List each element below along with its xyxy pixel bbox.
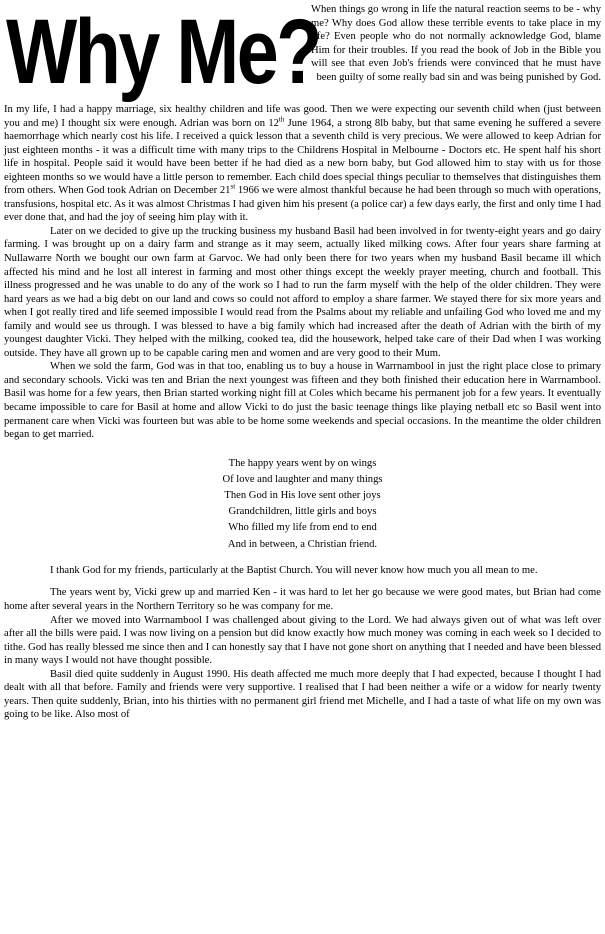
- poem-line: Of love and laughter and many things: [222, 473, 383, 485]
- paragraph-farming: Later on we decided to give up the trucking business my husband Basil had been involved in for twenty-eight years and go dairy farming. I was brought up on a dairy farm and strange as it may seem, actually liked milking cows. After four years share farming at Nullawarre North we bought our own farm at Garvoc. We had only been there for two years when my husband Basil became ill which affected his mind and he lost all interest in farming and most other things except the weekly prayer meeting, church and football. This illness progressed and he was unable to do any of the work so I had to run the farm myself with the help of the older children. They were hard years as we had a big debt on our land and cows so could not afford to employ a share farmer. We stayed there for six more years and when I got really tired and life seemed impossible I would read from the Psalms about my reliable and unfailing God who loved me and my family and would see us through. I was blessed to have a big family which had increased after the death of Adrian with the birth of my youngest daughter Vicki. They helped with the milking, cooked tea, did the housework, helped take care of their Dad when I was working outside. They have all grown up to be capable caring men and women and are very good to their Mum.: [4, 225, 601, 359]
- poem-line: The happy years went by on wings: [228, 457, 377, 469]
- paragraph-warrnambool: When we sold the farm, God was in that too, enabling us to buy a house in Warrnambool in just the right place close to primary and secondary schools. Vicki was ten and Brian the next youngest was fifteen and they both finished their education here in Warrnambool. Basil was home for a few years, then Brian started working night fill at Coles which became his permanent job for a few years. It eventually became impossible to care for Basil at home and allow Vicki to do just the basic teenage things like playing netball etc so Basil went into permanent care when Vicki was fourteen but was able to be home some weekends and special occasions. In the meantime the older children began to get married.: [4, 361, 601, 441]
- paragraph-text: 1966 we were almost thankful because he had been through so much with operations, transfusions, hospital etc. As it was almost Christmas I had given him his present (a police car) a few days early, the first and only time I had ever done that, and had the joy of seeing him play with it.: [4, 185, 602, 224]
- paragraph-basil: Basil died quite suddenly in August 1990. His death affected me much more deeply that I had expected, because I thought I had dealt with all that before. Family and friends were very supportive. I realised that I had been neither a wife or a widow for nearly twenty years. Then quite suddenly, Brian, into his thirties with no permanent girl friend met Michelle, and I had a taste of what life on my own was going to be like. Also most of: [4, 668, 601, 721]
- article-body: [4, 103, 601, 722]
- paragraph-vicki: The years went by, Vicki grew up and married Ken - it was hard to let her go because we were good mates, but Brian had come home after several years in the Northern Territory so he was company for me.: [4, 587, 601, 612]
- paragraph-marriage: [4, 103, 601, 225]
- ordinal-suffix: st: [230, 182, 236, 191]
- poem-line: Then God in His love sent other joys: [224, 490, 381, 502]
- poem-line: And in between, a Christian friend.: [227, 538, 378, 550]
- paragraph-text: In my life, I had a happy marriage, six healthy children and life was good. Then we were expecting our seventh child when (just between you and me) I thought six were enough. Adrian was born on 12: [4, 104, 601, 129]
- intro-paragraph: When things go wrong in life the natural reaction seems to be - why me? Why does God allow these terrible events to take place in my life? Even people who do not normally acknowledge God, blame Him for their troubles. If you read the book of Job in the Bible you will see that even Job's friends were convinced that he must have been guilty of some really bad sin and was being punished by God.: [311, 4, 601, 83]
- poem-line: Grandchildren, little girls and boys: [228, 506, 377, 518]
- ordinal-suffix: th: [278, 115, 285, 124]
- page-title: Why Me?: [6, 1, 320, 103]
- poem: [4, 456, 601, 553]
- paragraph-friends: I thank God for my friends, particularly at the Baptist Church. You will never know how much you all mean to me.: [50, 564, 538, 576]
- poem-line: Who filled my life from end to end: [228, 522, 377, 534]
- paragraph-tithe: After we moved into Warrnambool I was challenged about giving to the Lord. We had always given out of what was left over after all the bills were paid. I was now living on a pension but did know exactly how much money was coming in each week so I decided to tithe. God has really blessed me since then and I can honestly say that I have not gone short on anything that I needed and have been blessed in many ways I would not have thought possible.: [4, 614, 601, 667]
- paragraph-text: June 1964, a strong 8lb baby, but that same evening he suffered a severe haemorrhage which nearly cost his life. I received a quick lesson that a seventh child is very precious. We were allowed to keep Adrian for just eighteen months - it was a difficult time with many trips to the Childrens Hospital in Melbourne - Doctors etc. He spent half his short life in hospital. People said it would have been better if he had died as a new born baby, but God allowed him to stay with us for those eighteen months so we would have a little person to remember. Each child does special things peculiar to themselves that distinguishes them from others. When God took Adrian on December 21: [4, 117, 602, 197]
